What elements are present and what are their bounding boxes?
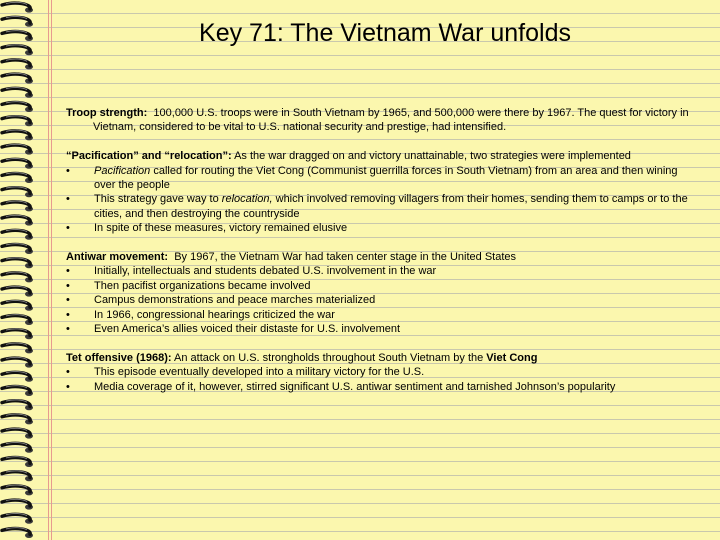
- list-item: [66, 293, 700, 307]
- list-item: [66, 279, 700, 293]
- list-item: [66, 380, 700, 394]
- list-item: [66, 264, 700, 278]
- pacification-paragraph: [66, 149, 700, 163]
- list-item: [66, 164, 700, 193]
- pacification-bullets: [66, 164, 700, 236]
- tet-heading: Tet offensive (1968):: [66, 351, 172, 364]
- list-item-text: This episode eventually developed into a military victory for the U.S.: [94, 366, 425, 379]
- bullet-dot: •: [66, 380, 70, 393]
- list-item: [66, 308, 700, 322]
- relocation-post: which involved removing villagers from their homes, sending them to camps or to the cities, and then destroying the countryside: [94, 193, 688, 220]
- bullet-dot: •: [66, 279, 70, 292]
- antiwar-heading: Antiwar movement:: [66, 251, 169, 264]
- list-item: [66, 221, 700, 235]
- notes-body: [66, 106, 700, 408]
- list-item-text: Even America’s allies voiced their distaste for U.S. involvement: [94, 323, 401, 336]
- list-item: [66, 192, 700, 221]
- bullet-dot: •: [66, 265, 70, 278]
- list-item-text: In 1966, congressional hearings criticized the war: [94, 308, 335, 321]
- section-tet-offensive: [66, 351, 700, 394]
- tet-paragraph: [66, 351, 700, 365]
- tet-text: An attack on U.S. strongholds throughout South Vietnam by the: [174, 351, 484, 364]
- relocation-pre: This strategy gave way to: [94, 193, 219, 206]
- list-item-text: Then pacifist organizations became involved: [94, 279, 311, 292]
- list-item-text: Campus demonstrations and peace marches materialized: [94, 294, 376, 307]
- troop-text: 100,000 U.S. troops were in South Vietnam by 1965, and 500,000 were there by 1967. The quest for victory in Vietnam, considered to be vital to U.S. national security and prestige, had intensified.: [93, 107, 689, 134]
- list-item-text: Media coverage of it, however, stirred significant U.S. antiwar sentiment and tarnished Johnson’s popularity: [94, 380, 616, 393]
- bullet-dot: •: [66, 308, 70, 321]
- bullet-dot: •: [66, 294, 70, 307]
- section-antiwar: [66, 250, 700, 336]
- bullet-dot: •: [66, 164, 70, 177]
- bullet-dot: •: [66, 222, 70, 235]
- pacification-term: Pacification: [94, 164, 151, 177]
- margin-line: [51, 0, 52, 540]
- list-item: [66, 322, 700, 336]
- page-title: Key 71: The Vietnam War unfolds: [199, 19, 571, 47]
- bullet-dot: •: [66, 366, 70, 379]
- pacification-heading: “Pacification” and “relocation”:: [66, 150, 232, 163]
- list-item-text: Initially, intellectuals and students debated U.S. involvement in the war: [94, 265, 437, 278]
- elusive-text: In spite of these measures, victory remained elusive: [94, 222, 348, 235]
- viet-cong-term: Viet Cong: [486, 351, 538, 364]
- antiwar-paragraph: [66, 250, 700, 264]
- troop-heading: Troop strength:: [66, 107, 148, 119]
- bullet-dot: •: [66, 193, 70, 206]
- tet-bullets: [66, 365, 700, 394]
- pacification-bullet-text: called for routing the Viet Cong (Communist guerrilla forces in South Vietnam) from an area and then wining over the people: [94, 164, 678, 192]
- section-troop-strength: [66, 106, 700, 135]
- troop-paragraph: [66, 106, 700, 135]
- section-pacification: [66, 149, 700, 235]
- list-item: [66, 365, 700, 379]
- pacification-text: As the war dragged on and victory unattainable, two strategies were implemented: [234, 150, 631, 163]
- margin-line: [48, 0, 49, 540]
- spiral-binding: [0, 0, 44, 540]
- bullet-dot: •: [66, 323, 70, 336]
- antiwar-text: By 1967, the Vietnam War had taken center stage in the United States: [174, 251, 517, 264]
- antiwar-bullets: [66, 264, 700, 336]
- relocation-term: relocation,: [221, 193, 273, 206]
